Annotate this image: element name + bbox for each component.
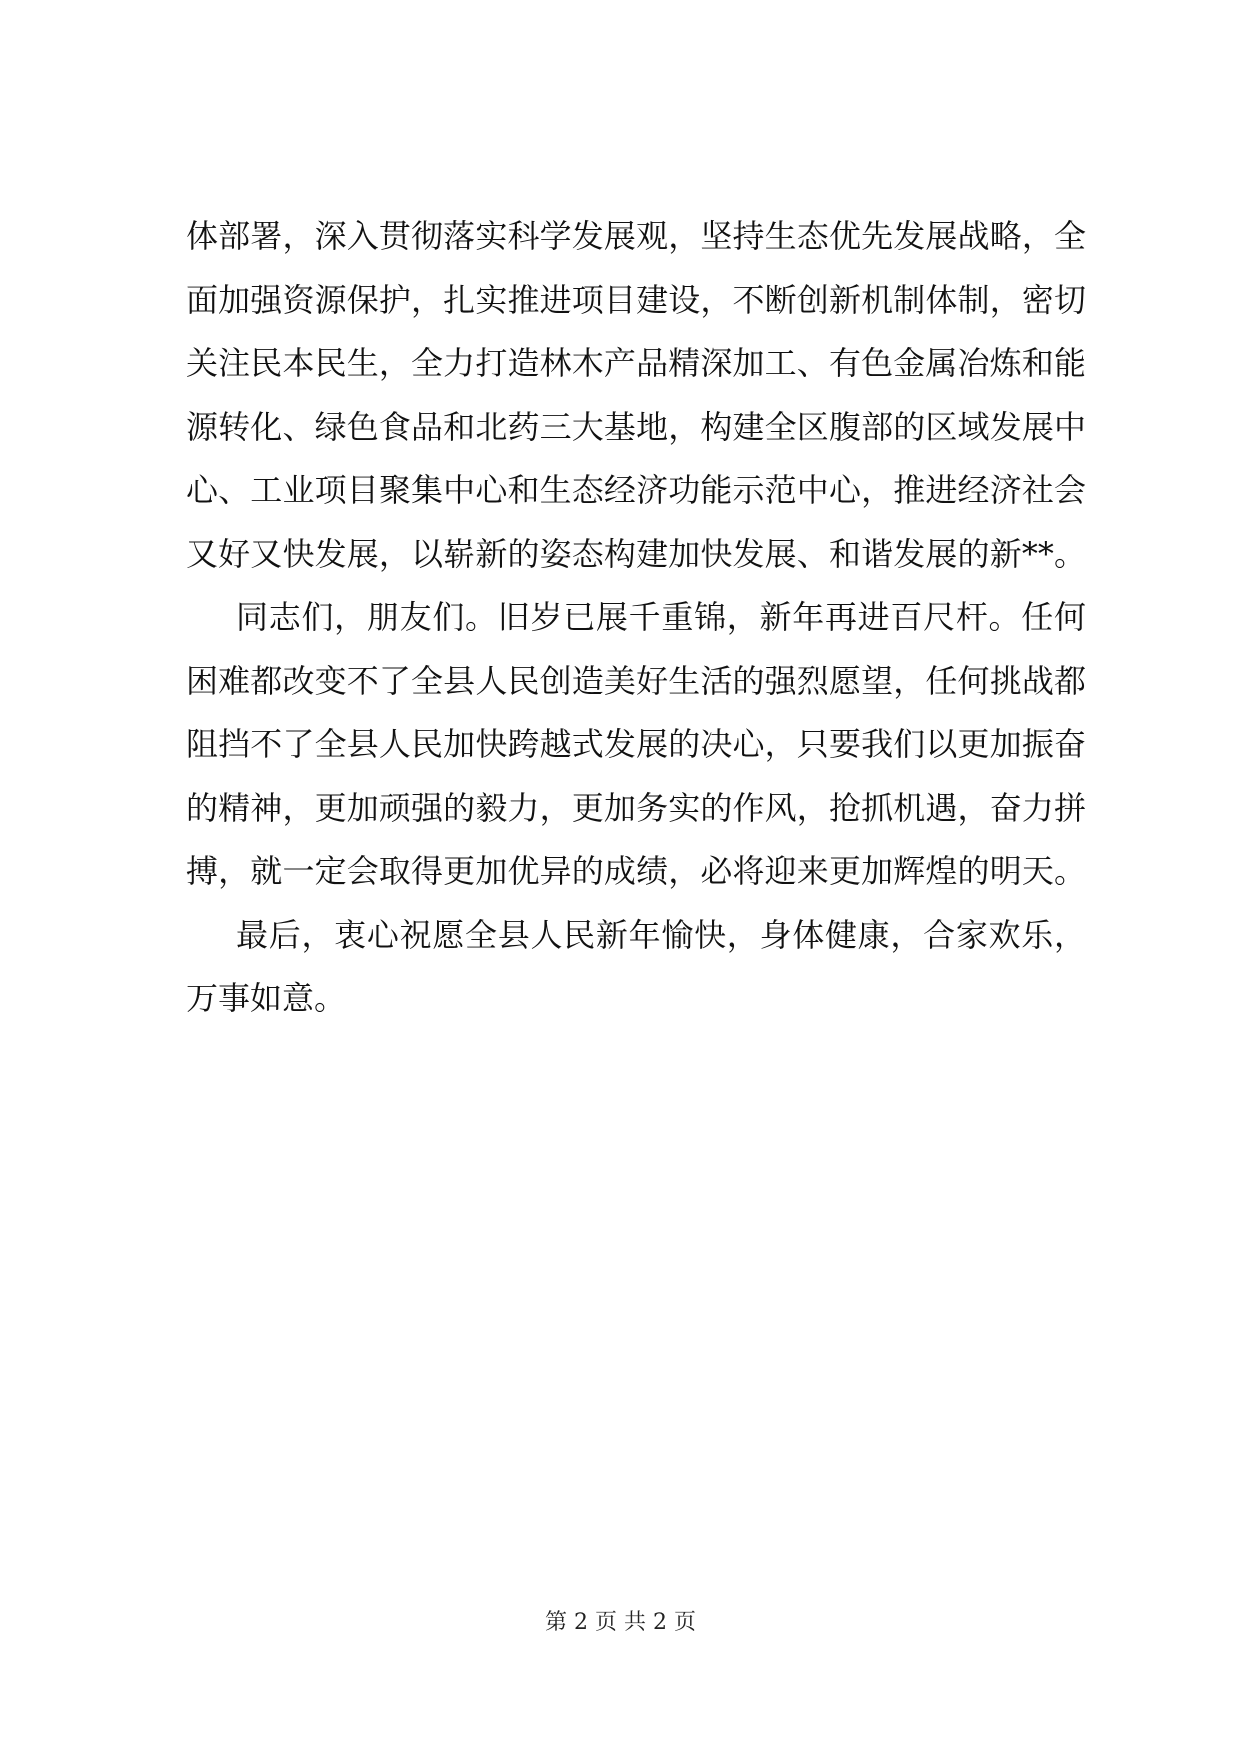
paragraph-line: 阻挡不了全县人民加快跨越式发展的决心，只要我们以更加振奋 — [186, 725, 1086, 763]
paragraph-line: 心、工业项目聚集中心和生态经济功能示范中心，推进经济社会 — [186, 471, 1086, 509]
paragraph-line: 最后，衷心祝愿全县人民新年愉快，身体健康，合家欢乐， — [236, 915, 1086, 954]
paragraph-line: 搏，就一定会取得更加优异的成绩，必将迎来更加辉煌的明天。 — [186, 852, 1086, 890]
paragraph-line: 体部署，深入贯彻落实科学发展观，坚持生态优先发展战略，全 — [186, 217, 1086, 255]
page-number-footer: 第 2 页 共 2 页 — [545, 1610, 696, 1635]
paragraph-line: 关注民本民生，全力打造林木产品精深加工、有色金属冶炼和能 — [186, 344, 1086, 382]
paragraph-line: 面加强资源保护，扎实推进项目建设，不断创新机制体制，密切 — [186, 280, 1086, 319]
paragraph-line: 万事如意。 — [186, 979, 347, 1017]
paragraph-line: 困难都改变不了全县人民创造美好生活的强烈愿望，任何挑战都 — [186, 661, 1086, 700]
paragraph-line: 同志们，朋友们。旧岁已展千重锦，新年再进百尺杆。任何 — [236, 598, 1086, 636]
paragraph-line: 又好又快发展，以崭新的姿态构建加快发展、和谐发展的新**。 — [186, 534, 1086, 573]
document-body — [186, 205, 1086, 1031]
paragraph-line: 的精神，更加顽强的毅力，更加务实的作风，抢抓机遇，奋力拼 — [186, 788, 1086, 827]
paragraph-line: 源转化、绿色食品和北药三大基地，构建全区腹部的区域发展中 — [186, 407, 1086, 446]
